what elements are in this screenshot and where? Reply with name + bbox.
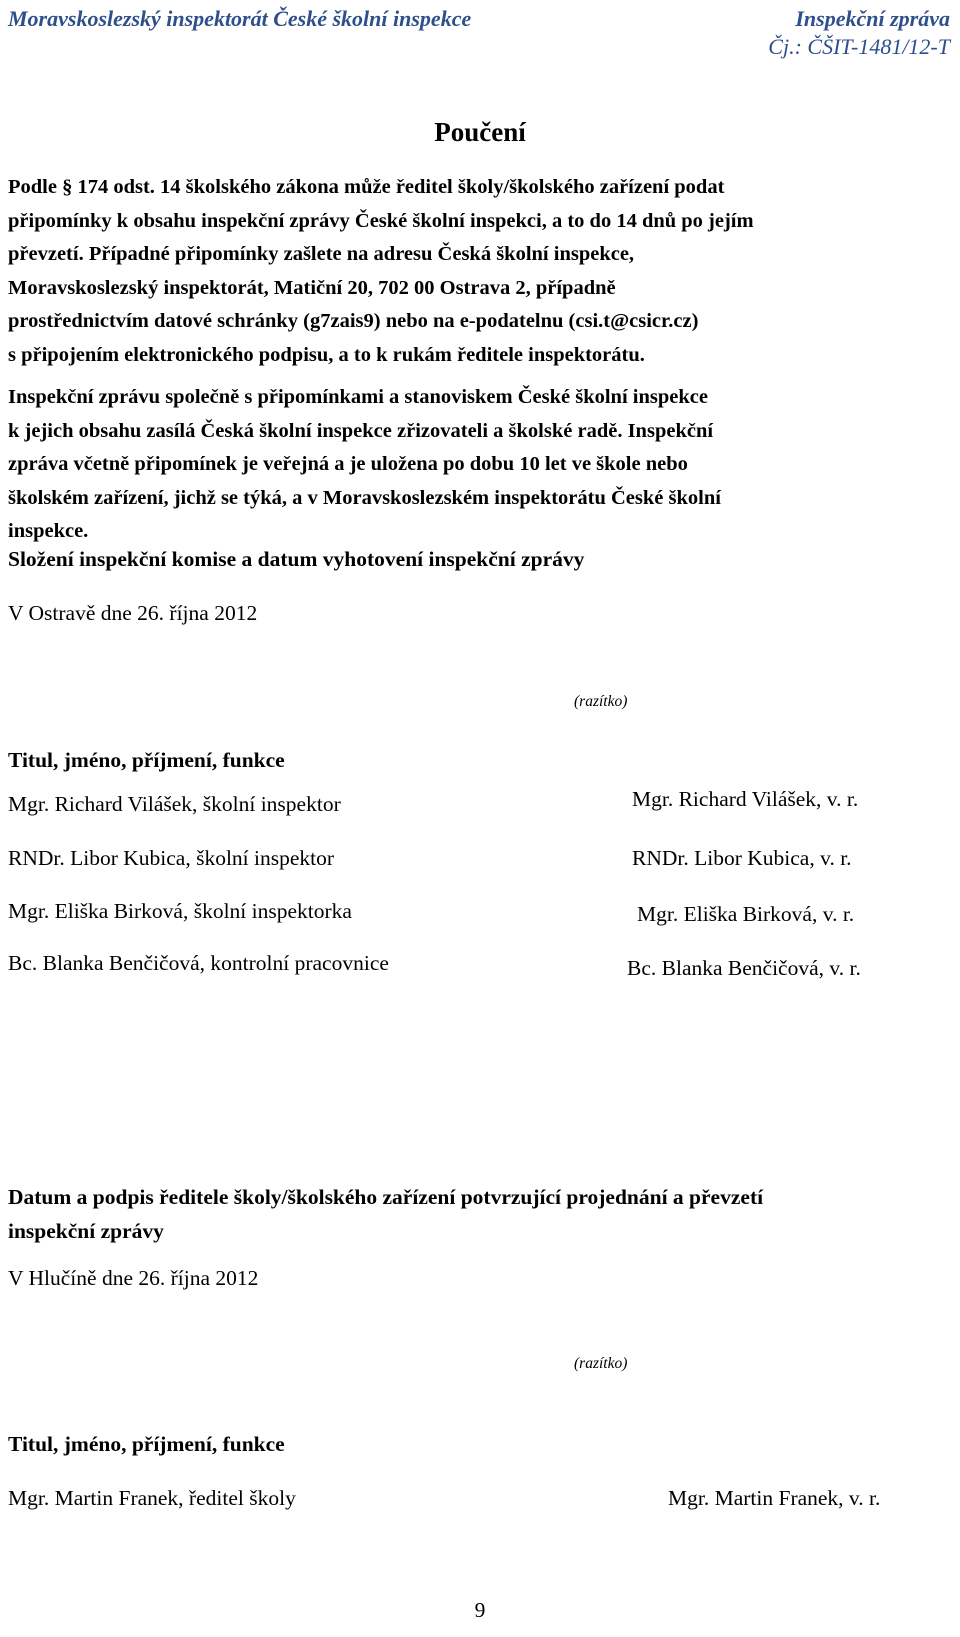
- paragraph-line: prostřednictvím datové schránky (g7zais9) nebo na e-podatelnu (csi.t@csicr.cz): [8, 310, 699, 332]
- paragraph-line: připomínky k obsahu inspekční zprávy České školní inspekci, a to do 14 dnů po jejím: [8, 209, 754, 232]
- director-heading-line: inspekční zprávy: [8, 1219, 164, 1243]
- commission-member-signature: Mgr. Eliška Birková, v. r.: [637, 902, 855, 926]
- paragraph-line: Podle § 174 odst. 14 školského zákona může ředitel školy/školského zařízení podat: [8, 176, 725, 198]
- page-number: 9: [474, 1598, 486, 1622]
- paragraph-line: k jejich obsahu zasílá Česká školní inspekce zřizovateli a školské radě. Inspekční: [8, 419, 714, 442]
- paragraph-line: převzetí. Případné připomínky zašlete na adresu Česká školní inspekce,: [8, 243, 635, 265]
- director-stamp-label: (razítko): [574, 1355, 628, 1372]
- distribution-paragraph: [8, 381, 954, 549]
- page-title: Poučení: [434, 117, 526, 147]
- director-place-date: V Hlučíně dne 26. října 2012: [8, 1266, 259, 1290]
- commission-member-name: Mgr. Eliška Birková, školní inspektorka: [8, 899, 352, 923]
- paragraph-line: s připojením elektronického podpisu, a to k rukám ředitele inspektorátu.: [8, 343, 645, 366]
- commission-member-name: RNDr. Libor Kubica, školní inspektor: [8, 846, 335, 870]
- header-inspectorate: Moravskoslezský inspektorát České školní inspekce: [8, 6, 472, 31]
- commission-member-signature: RNDr. Libor Kubica, v. r.: [632, 846, 852, 870]
- name-column-label: Titul, jméno, příjmení, funkce: [8, 748, 285, 772]
- commission-member-name: Mgr. Richard Vilášek, školní inspektor: [8, 792, 341, 816]
- paragraph-line: Moravskoslezský inspektorát, Matiční 20, 702 00 Ostrava 2, případně: [8, 276, 616, 299]
- header-reference-number: Čj.: ČŠIT-1481/12-T: [768, 34, 950, 59]
- paragraph-line: zpráva včetně připomínek je veřejná a je uložena po dobu 10 let ve škole nebo: [8, 453, 688, 475]
- director-name-label: Titul, jméno, příjmení, funkce: [8, 1432, 285, 1456]
- director-signature: Mgr. Martin Franek, v. r.: [668, 1486, 881, 1510]
- commission-heading: Složení inspekční komise a datum vyhotovení inspekční zprávy: [8, 547, 585, 571]
- director-heading-line: Datum a podpis ředitele školy/školského zařízení potvrzující projednání a převzetí: [8, 1185, 764, 1209]
- instruction-paragraph: [8, 171, 954, 372]
- paragraph-line: školském zařízení, jichž se týká, a v Moravskoslezském inspektorátu České školní: [8, 486, 721, 509]
- paragraph-line: Inspekční zprávu společně s připomínkami a stanoviskem České školní inspekce: [8, 386, 708, 408]
- commission-member-signature: Mgr. Richard Vilášek, v. r.: [632, 787, 859, 811]
- header-report-title: Inspekční zpráva: [795, 6, 950, 31]
- commission-member-name: Bc. Blanka Benčičová, kontrolní pracovnice: [8, 951, 389, 975]
- commission-member-signature: Bc. Blanka Benčičová, v. r.: [627, 956, 861, 980]
- commission-place-date: V Ostravě dne 26. října 2012: [8, 601, 258, 625]
- director-name: Mgr. Martin Franek, ředitel školy: [8, 1486, 296, 1510]
- paragraph-line: inspekce.: [8, 520, 89, 542]
- director-heading: [8, 1180, 763, 1248]
- stamp-label: (razítko): [574, 693, 628, 710]
